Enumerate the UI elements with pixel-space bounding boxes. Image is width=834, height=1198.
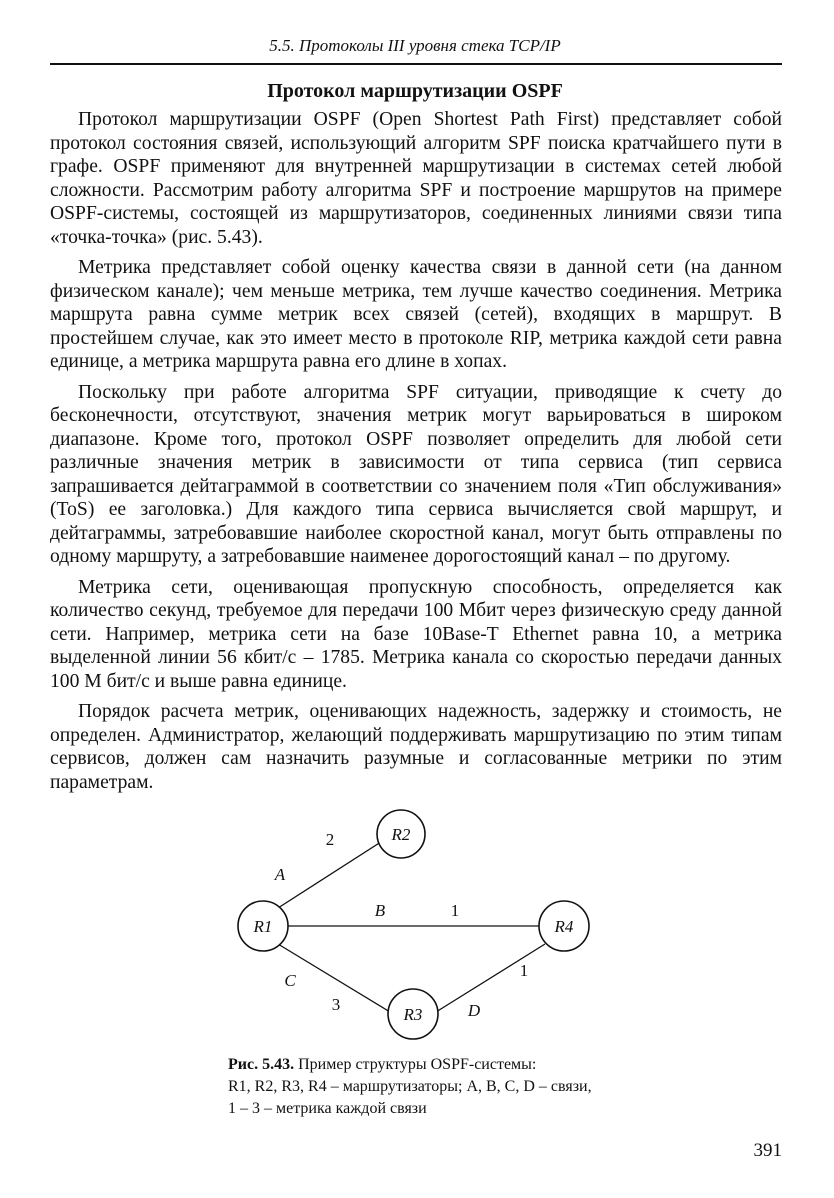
caption-text: Пример структуры OSPF-системы: [298,1056,537,1073]
section-title: Протокол маршрутизации OSPF [267,80,563,102]
header-rule [50,63,782,65]
body-text [50,108,782,801]
caption-line-3: 1 – 3 – метрика каждой связи [228,1100,427,1117]
router-r3-label: R3 [403,1005,423,1024]
link-a [278,840,384,908]
paragraph-3: Поскольку при работе алгоритма SPF ситуации, приводящие к счету до бесконечности, отсутствуют, значения метрик могут варьироваться в широком диапазоне. Кроме того, протокол OSPF позволяет определить для любой сети различные значения метрик в зависимости от типа сервиса (тип сервиса запрашивается дейтаграммой в соответствии со значением поля «Тип обслуживания» (ToS) ее заголовка.) Для каждого типа сервиса вычисляется свой маршрут, и дейтаграммы, затребовавшие наиболее скоростной канал, могут быть отправлены по одному маршруту, а затребовавшие наименее дорогостоящий канал – по другому. [50,381,782,567]
paragraph-2: Метрика представляет собой оценку качества связи в данной сети (на данном физическом канале); чем меньше метрика, тем лучше качество соединения. Метрика маршрута равна сумме метрик всех связей (сетей), входящих в маршрут. В простейшем случае, как это имеет место в протоколе RIP, метрика каждой сети равна единице, а метрика маршрута равна его длине в хопах. [50,257,782,372]
paragraph-4: Метрика сети, оценивающая пропускную способность, определяется как количество секунд, требуемое для передачи 100 Мбит через физическую среду данной сети. Например, метрика сети на базе 10Base-T Ethernet равна 10, а метрика выделенной линии 56 кбит/с – 1785. Метрика канала со скоростью передачи данных 100 М бит/с и выше равна единице. [50,576,782,692]
figure-caption [228,1054,668,1120]
link-c-label: C [284,971,296,990]
link-d [436,944,545,1012]
caption-line-1 [228,1054,668,1076]
paragraph-1: Протокол маршрутизации OSPF (Open Shortest Path First) представляет собой протокол состояния связей, использующий алгоритм SPF поиска кратчайшего пути в графе. OSPF применяют для внутренней маршрутизации в системах сетей любой сложности. Рассмотрим работу алгоритма SPF и построение маршрутов на примере OSPF-системы, состоящей из маршрутизаторов, соединенных линиями связи типа «точка-точка» (рис. 5.43). [50,109,782,248]
router-r1-label: R1 [253,917,273,936]
link-d-label: D [467,1001,481,1020]
link-a-label: A [274,865,286,884]
link-b-metric: 1 [450,901,460,920]
page-number: 391 [753,1140,782,1161]
link-b-label: B [374,901,386,920]
ospf-network-diagram [220,790,600,1045]
caption-title: Рис. 5.43. [228,1056,295,1073]
router-r4-label: R4 [554,917,574,936]
running-head: 5.5. Протоколы III уровня стека TCP/IP [269,36,561,55]
link-c-metric: 3 [331,995,341,1014]
router-r2-label: R2 [391,825,411,844]
link-d-metric: 1 [519,961,529,980]
paragraph-5: Порядок расчета метрик, оценивающих надежность, задержку и стоимость, не определен. Администратор, желающий поддерживать маршрутизацию по этим типам сервисов, должен сам назначить разумные и согласованные метрики по этим параметрам. [50,701,782,793]
caption-line-2: R1, R2, R3, R4 – маршрутизаторы; A, B, C, D – связи, [228,1078,592,1095]
link-a-metric: 2 [325,830,335,849]
